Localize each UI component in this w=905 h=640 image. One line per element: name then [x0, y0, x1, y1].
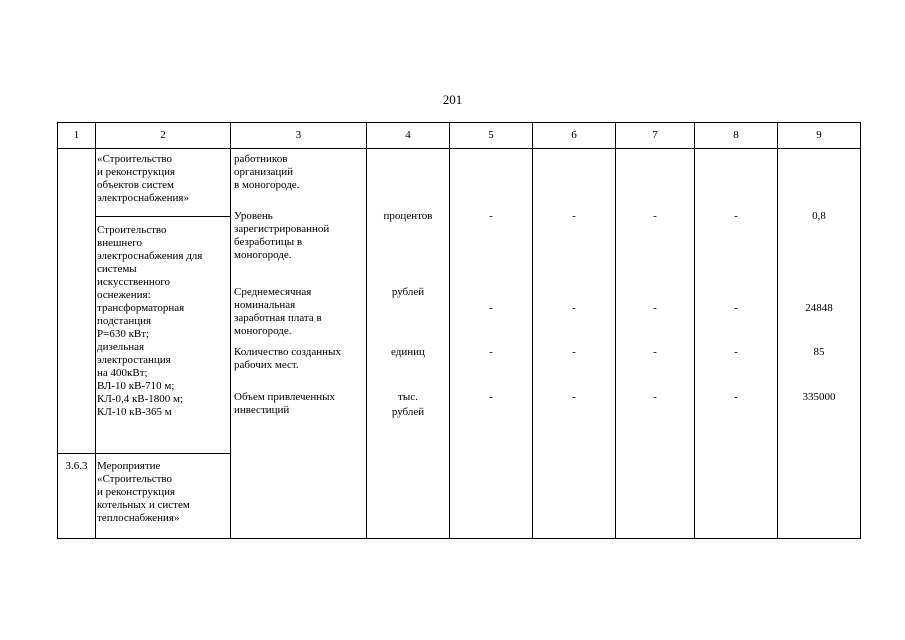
indicator-lead-line: работников [234, 153, 288, 165]
header-cell-6: 6 [571, 129, 577, 141]
indicator-unit: единиц [391, 346, 425, 358]
indicator-value-col9: 85 [813, 346, 825, 358]
row-a-activity-line: электроснабжения» [97, 192, 189, 204]
indicator-unit: процентов [383, 210, 433, 222]
header-cell-7: 7 [652, 129, 658, 141]
indicator-name-line: безработицы в [234, 236, 303, 248]
row-b-activity-line: КЛ-10 кВ-365 м [97, 406, 172, 418]
row-b-activity-line: внешнего [97, 237, 142, 249]
col-line-2 [230, 122, 231, 539]
indicator-name-line: Объем привлеченных [234, 391, 336, 403]
row-c-activity-line: Мероприятие [97, 460, 161, 472]
header-cell-2: 2 [160, 129, 166, 141]
indicator-value-col5: - [489, 210, 493, 222]
indicator-value-col6: - [572, 210, 576, 222]
header-cell-1: 1 [73, 129, 80, 141]
indicator-name-line: заработная плата в [234, 312, 322, 324]
row-c-activity-line: и реконструкция [97, 486, 176, 498]
row-c-number: 3.6.3 [65, 460, 88, 472]
col-line-0 [57, 122, 58, 539]
col-line-5 [532, 122, 533, 539]
indicator-name-line: рабочих мест. [234, 359, 299, 371]
row-separator-b [57, 453, 230, 454]
indicator-value-col8: - [734, 302, 738, 314]
indicator-value-col5: - [489, 346, 493, 358]
row-b-activity-line: КЛ-0,4 кВ-1800 м; [97, 393, 184, 405]
indicator-name-line: моногороде. [234, 325, 292, 337]
header-cell-9: 9 [816, 129, 822, 141]
row-b-activity-line: ВЛ-10 кВ-710 м; [97, 380, 175, 392]
col-line-8 [777, 122, 778, 539]
row-b-activity-line: Строительство [97, 224, 167, 236]
indicator-name-line: моногороде. [234, 249, 292, 261]
indicator-value-col5: - [489, 391, 493, 403]
row-a-activity-line: и реконструкция [97, 166, 176, 178]
indicator-value-col5: - [489, 302, 493, 314]
header-bottom-line [57, 148, 861, 149]
row-b-activity-line: искусственного [97, 276, 171, 288]
indicator-value-col8: - [734, 391, 738, 403]
indicator-value-col7: - [653, 391, 657, 403]
page-number: 201 [442, 92, 463, 107]
row-b-activity-line: дизельная [97, 341, 145, 353]
row-a-activity-line: «Строительство [97, 153, 173, 165]
indicator-unit: тыс. [398, 391, 418, 403]
col-line-4 [449, 122, 450, 539]
indicator-value-col7: - [653, 302, 657, 314]
row-b-activity-line: подстанция [97, 315, 152, 327]
indicator-value-col7: - [653, 210, 657, 222]
indicator-name-line: номинальная [234, 299, 296, 311]
col-line-9 [860, 122, 861, 539]
indicator-value-col9: 335000 [802, 391, 836, 403]
indicator-name-line: Количество созданных [234, 346, 341, 358]
indicator-unit: рублей [391, 406, 425, 418]
indicator-name-line: Среднемесячная [234, 286, 312, 298]
indicator-lead-line: организаций [234, 166, 294, 178]
row-c-activity-line: теплоснабжения» [97, 512, 180, 524]
indicator-lead-line: в моногороде. [234, 179, 300, 191]
indicator-unit: рублей [391, 286, 425, 298]
table-border-bottom [57, 538, 861, 539]
indicator-name-line: Уровень [234, 210, 273, 222]
row-c-activity-line: «Строительство [97, 473, 173, 485]
row-b-activity-line: трансформаторная [97, 302, 185, 314]
indicator-value-col6: - [572, 391, 576, 403]
col-line-1 [95, 122, 96, 539]
col-line-6 [615, 122, 616, 539]
row-b-activity-line: электроснабжения для [97, 250, 203, 262]
row-b-activity-line: на 400кВт; [97, 367, 148, 379]
row-b-activity-line: системы [97, 263, 137, 275]
row-b-activity-line: оснежения: [97, 289, 151, 301]
indicator-value-col8: - [734, 346, 738, 358]
indicator-value-col8: - [734, 210, 738, 222]
col-line-7 [694, 122, 695, 539]
row-b-activity-line: Р=630 кВт; [97, 328, 150, 340]
row-b-activity-line: электростанция [97, 354, 171, 366]
indicator-value-col7: - [653, 346, 657, 358]
indicator-value-col6: - [572, 346, 576, 358]
row-a-activity-line: объектов систем [97, 179, 174, 191]
indicator-name-line: инвестиций [234, 404, 290, 416]
header-cell-5: 5 [488, 129, 494, 141]
row-separator-a [95, 216, 230, 217]
col-line-3 [366, 122, 367, 539]
header-cell-3: 3 [295, 129, 302, 141]
indicator-name-line: зарегистрированной [234, 223, 330, 235]
header-cell-8: 8 [733, 129, 739, 141]
row-c-activity-line: котельных и систем [97, 499, 190, 511]
indicator-value-col9: 0,8 [812, 210, 826, 222]
header-cell-4: 4 [405, 129, 411, 141]
indicator-value-col9: 24848 [805, 302, 833, 314]
indicator-value-col6: - [572, 302, 576, 314]
